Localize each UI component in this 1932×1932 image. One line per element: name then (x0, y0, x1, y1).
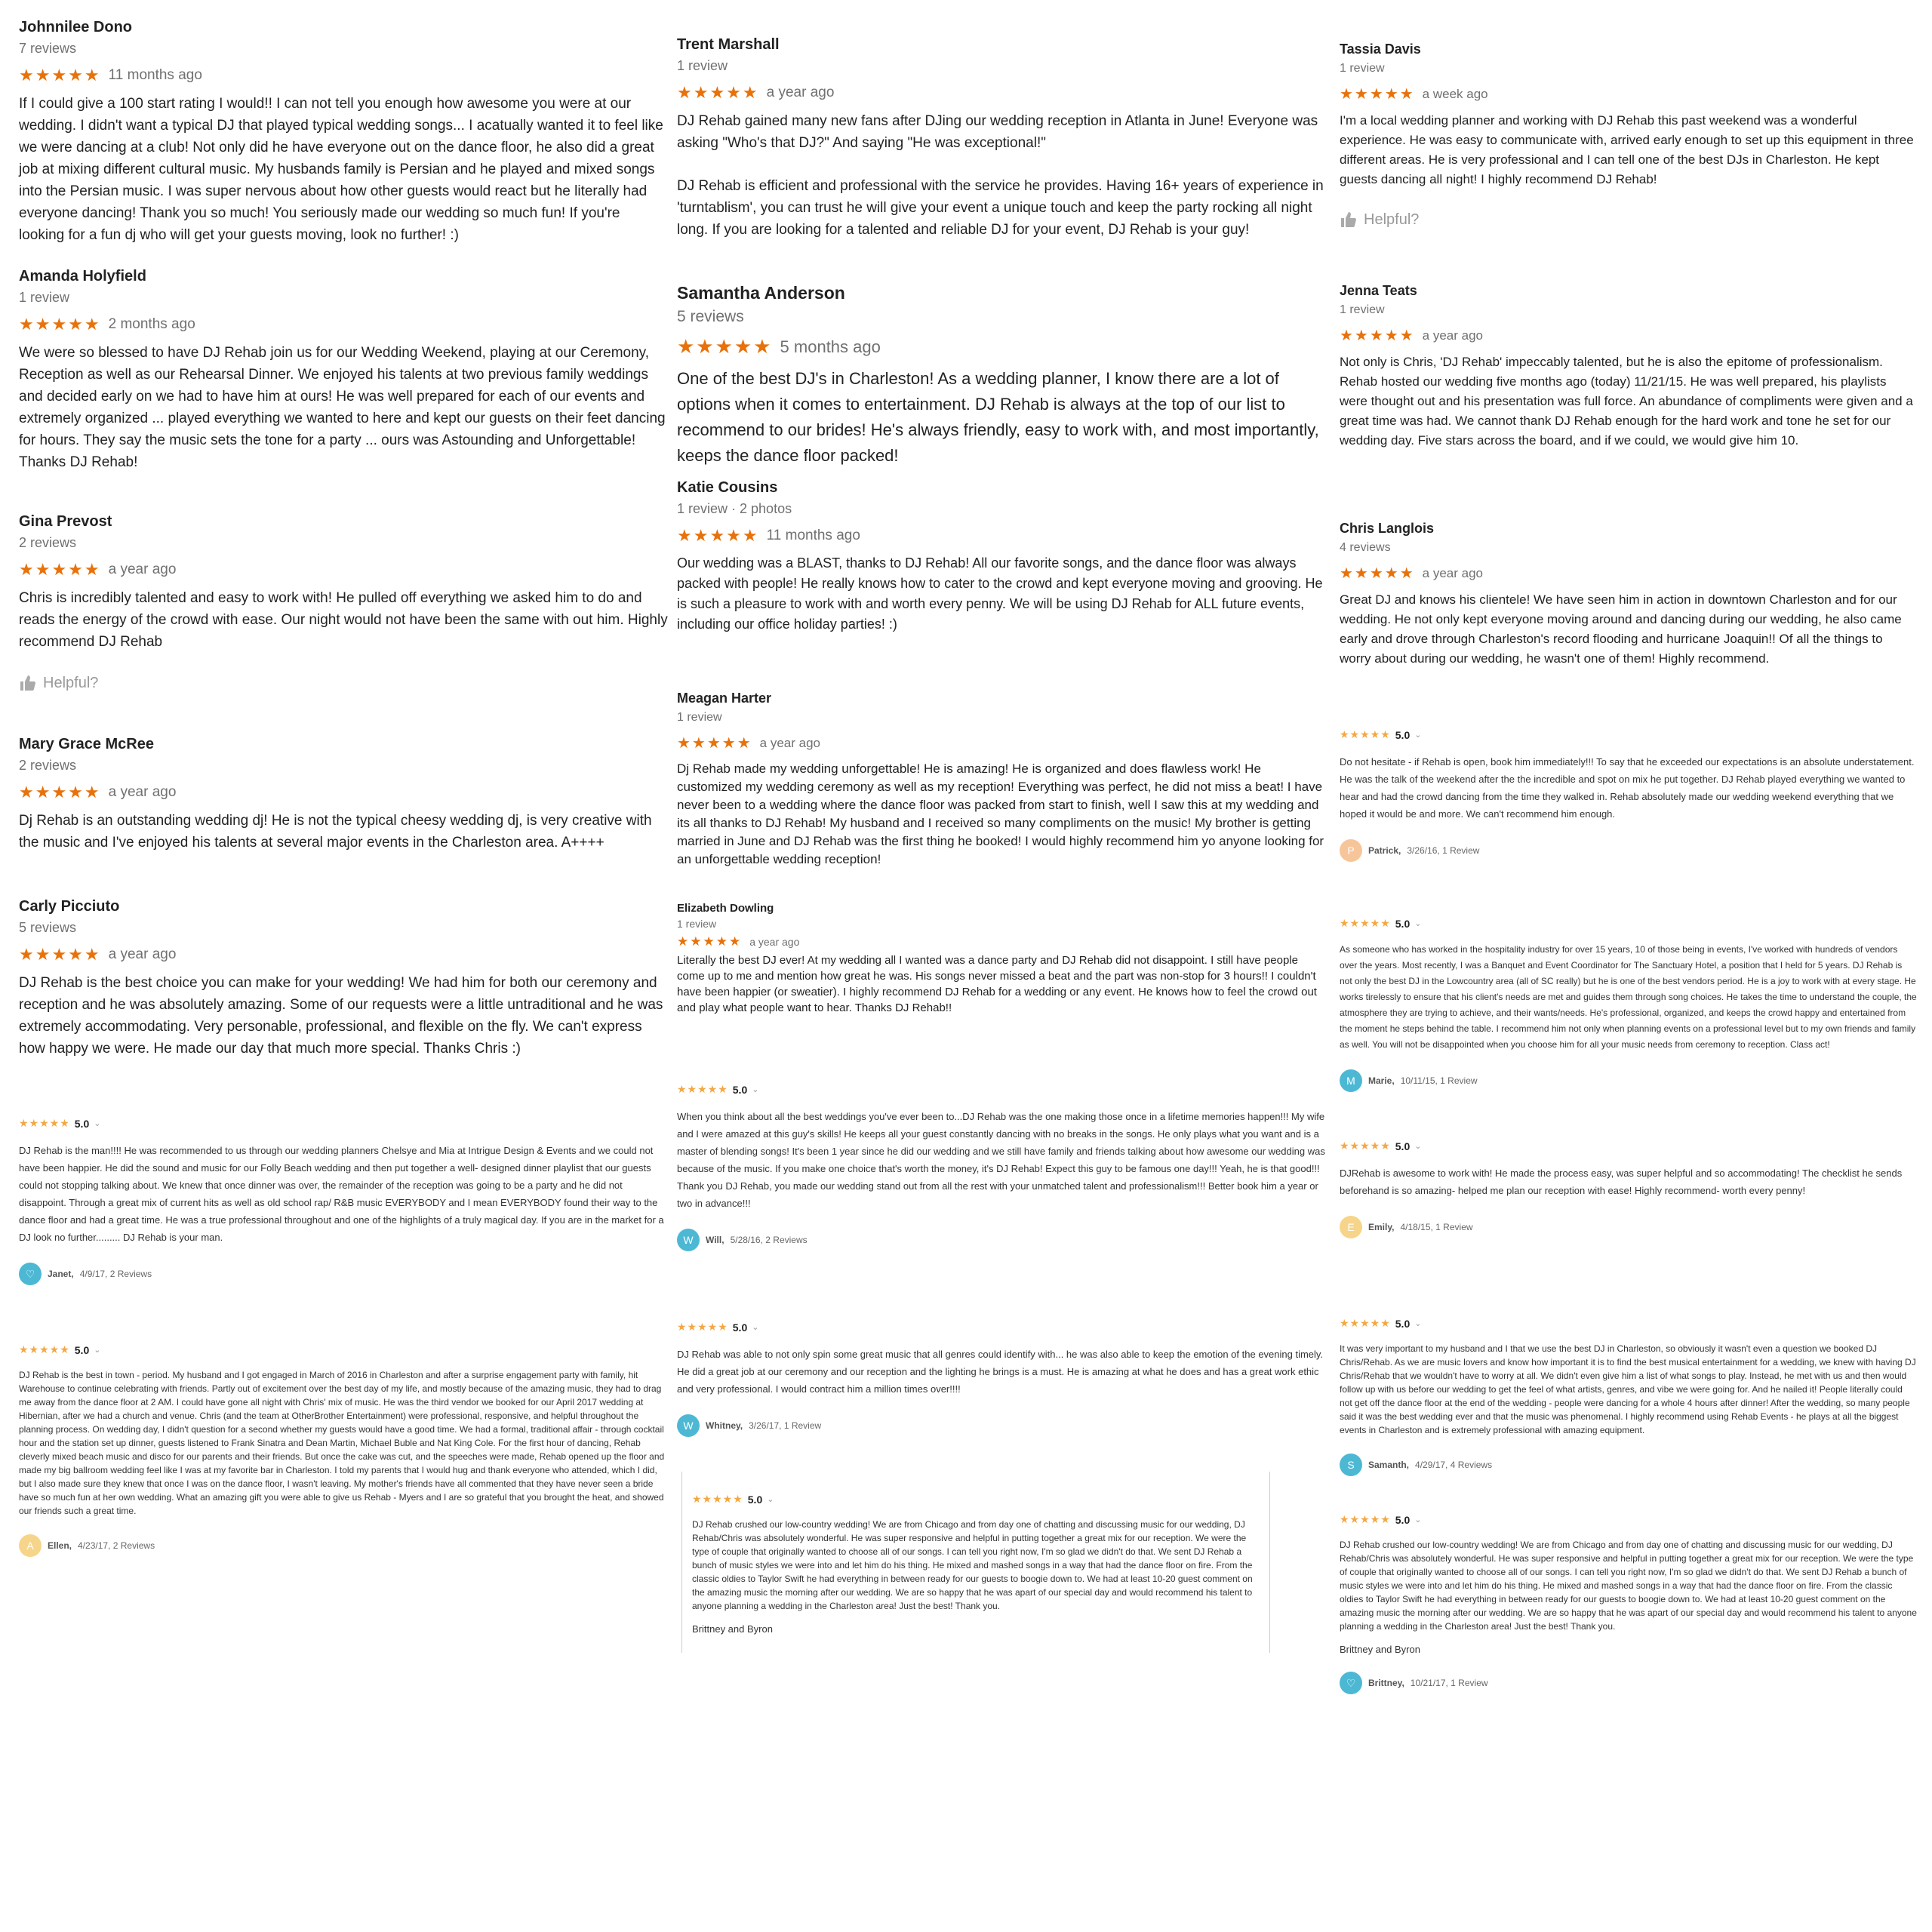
wedding-review-card (692, 1493, 1266, 1635)
review-card (19, 513, 668, 692)
chevron-down-icon[interactable]: ⌄ (767, 1495, 774, 1504)
review-text: DJ Rehab was able to not only spin some great music that all genres could identify with... he was also able to keep the emotion of the evening timely. He did a great job at our ceremony and our reception and the lighting he brings is a must. He is amazing at what he does and has a great work ethic and very professional. I would contract him a million times over!!!! (677, 1349, 1324, 1395)
avatar-icon[interactable]: W (677, 1229, 700, 1251)
review-text: When you think about all the best weddings you've ever been to...DJ Rehab was the one making those once in a lifetime memories happen!!! My wife and I were amazed at this guy's skills! He keeps all your guest constantly dancing with no breaks in the songs. He only plays what you want and is a master of blending songs! It's been 1 year since he did our wedding and we still have family and friends talking about how awesome our wedding was because of the music. If you make one choice that's worth the money, it's DJ Rehab! Expect this guy to be famous one day!!! Yeah, he is that good!!! Thank you DJ Rehab, you made our wedding stand out from all the rest with your unmatched talent and professionalism!!! Better book him a year or two in advance!!! (677, 1111, 1325, 1209)
reviewer-count: 2 reviews (19, 535, 77, 550)
review-card (677, 902, 1326, 1016)
review-text: As someone who has worked in the hospitality industry for over 15 years, 10 of those being in events, I've worked with hundreds of vendors over the years. Most recently, I was a Banquet and Event Coordinator for The Sanctuary Hotel, a position that I held for 5 years. DJ Rehab is not only the best DJ in the Lowcountry area (all of SC really) but he is one of the best vendors period. He is a joy to work with at every stage. He works tirelessly to ensure that his client's needs are met and guides them through song choices. He takes the time to understand the couple, the atmosphere they are trying to achieve, and their wants/needs. He's professional, organized, and keeps the crowd happy and entertained from the moment he steps behind the table. I recommend him not only when planning events on a professional level but to my own friends and family as well. You will not be disappointed when you choose him for all your music needs from ceremony to reception. Class act! (1340, 944, 1917, 1050)
review-text: Chris is incredibly talented and easy to work with! He pulled off everything we asked him to do and reads the energy of the crowd with ease. Our night would not have been the same with out him. Highly recommend DJ Rehab (19, 590, 668, 650)
star-rating: ★★★★★ (19, 1117, 70, 1129)
star-rating: ★★★★★ (677, 83, 759, 102)
wedding-review-card (677, 1083, 1326, 1251)
helpful-button[interactable] (19, 674, 668, 692)
review-text: DJRehab is awesome to work with! He made the process easy, was super helpful and so accommodating! The checklist he sends beforehand is so amazing- helped me plan our reception with ease! Highly recommend- worth every penny! (1340, 1168, 1903, 1196)
review-card (1340, 521, 1917, 669)
review-text: Not only is Chris, 'DJ Rehab' impeccably talented, but he is also the epitome of professionalism. Rehab hosted our wedding five months ago (today) 11/21/15. He was well prepared, his playlists were thought out and his presentation was full force. An abundance of compliments were given and a great time was had. We cannot thank DJ Rehab enough for the hard work and tone he set for our wedding day. Five stars across the board, and if we could, we would give him 10. (1340, 355, 1913, 448)
review-card (677, 36, 1326, 241)
rating-score: 5.0 (1395, 1513, 1411, 1526)
thumbs-up-icon (1340, 211, 1358, 229)
reviewer-count: 1 review (677, 711, 722, 724)
star-rating: ★★★★★ (1340, 86, 1415, 103)
star-rating: ★★★★★ (677, 335, 773, 358)
review-card (1340, 283, 1917, 451)
reviewer-name[interactable]: Tassia Davis (1340, 42, 1421, 57)
review-text: One of the best DJ's in Charleston! As a wedding planner, I know there are a lot of options when it comes to entertainment. DJ Rehab is always at the top of our list to recommend to our brides! He's always friendly, easy to work with, and most importantly, keeps the dance floor packed! (677, 369, 1319, 465)
review-card (677, 691, 1326, 869)
rating-score: 5.0 (747, 1493, 763, 1506)
reviewer-name[interactable]: Carly Picciuto (19, 898, 120, 915)
star-rating: ★★★★★ (1340, 328, 1415, 344)
reviewer-count: 7 reviews (19, 41, 77, 56)
review-text: Dj Rehab made my wedding unforgettable! He is amazing! He is organized and does flawless work! He customized my wedding ceremony as well as my reception! Everything was perfect, he did not miss a beat! I have never been to a wedding where the dance floor was packed from start to finish, well I saw this at my wedding and its all thanks to DJ Rehab! My husband and I received so many compliments on the music! My brother is getting married in June and DJ Rehab was the first thing he booked! I would highly recommend him yo anyone looking for an unforgettable wedding reception! (677, 761, 1324, 866)
review-card (19, 268, 668, 473)
review-time: 5 months ago (780, 337, 881, 356)
star-rating: ★★★★★ (19, 1343, 70, 1355)
helpful-label: Helpful? (1364, 211, 1420, 228)
helpful-label: Helpful? (43, 674, 99, 691)
star-rating: ★★★★★ (677, 934, 743, 949)
review-meta: 4/23/17, 2 Reviews (78, 1540, 155, 1551)
wedding-review-card (677, 1321, 1326, 1437)
review-time: a week ago (1422, 86, 1488, 101)
star-rating: ★★★★★ (19, 945, 101, 964)
review-text: Do not hesitate - if Rehab is open, book him immediately!!! To say that he exceeded our expectations is an absolute understatement. He was the talk of the weekend after the the incredible and spot on mix he put together. DJ Rehab played everything we wanted to hear and had the crowd dancing from the time they walked in. Rehab absolutely made our wedding weekend everything that we hoped it would be and more. We can't recommend him enough. (1340, 756, 1915, 820)
review-card (1340, 42, 1917, 229)
chevron-down-icon[interactable]: ⌄ (1414, 731, 1422, 740)
reviewer-count: 1 review (677, 918, 717, 930)
review-meta: 5/28/16, 2 Reviews (730, 1235, 808, 1245)
wedding-review-card (1340, 1140, 1917, 1238)
review-card (19, 19, 668, 246)
rating-score: 5.0 (1395, 917, 1411, 930)
review-meta: 4/9/17, 2 Reviews (79, 1269, 152, 1279)
review-time: a year ago (108, 946, 177, 962)
review-time: 2 months ago (108, 316, 195, 332)
reviewer-name[interactable]: Katie Cousins (677, 479, 778, 496)
review-time: a year ago (108, 561, 177, 577)
review-text: DJ Rehab crushed our low-country wedding! We are from Chicago and from day one of chatting and discussing music for our wedding, DJ Rehab/Chris was absolutely wonderful. He was super responsive and helpful in putting together a great mix for our reception. We were the type of couple that originally wanted to choose all of our songs. I can tell you right now, I'm so glad we didn't do that. We sent DJ Rehab a bunch of music styles we were into and let him do his thing. He mixed and mashed songs in a way that had the dance floor on fire. From the classic oldies to Taylor Swift he had everything in between ready for our guests to boogie down to. We had at least 10-20 guest comment on the amazing music the morning after our wedding. We are so happy that he was apart of our special day and would recommend his talent to anyone planning a wedding in the Charleston area! Just the best! Thank you. (692, 1519, 1253, 1611)
wedding-review-card (19, 1343, 668, 1557)
chevron-down-icon[interactable]: ⌄ (1414, 919, 1422, 928)
review-card (19, 898, 668, 1060)
reviewer-count: 5 reviews (19, 920, 77, 935)
author-name[interactable]: Samanth, (1368, 1460, 1410, 1470)
reviewer-count: 4 reviews (1340, 541, 1391, 554)
review-text: It was very important to my husband and I that we use the best DJ in Charleston, so obviously it wasn't even a question we booked DJ Chris/Rehab. As we are music lovers and know how important it is to find the best musical entertainment for a wedding, we knew with having DJ Chris/Rehab that we wouldn't have to worry at all. We didn't even give him a list of what songs to play. Instead, he met with us and then would follow up with us before our wedding to get the feel of what artists, genres, and vibe we were going for. And he nailed it! People literally could not get off the dance floor at the end of the wedding - people were dancing for a whole 4 hours after dinner! After the wedding, so many people said it was the best wedding ever and that the music was phenomenal. I highly recommend using Rehab Events - he plays at all the biggest events in Charleston and is extremely professional with amazing equipment. (1340, 1343, 1916, 1435)
star-rating: ★★★★★ (1340, 1513, 1391, 1525)
review-time: 11 months ago (108, 67, 202, 83)
reviewer-name[interactable]: Chris Langlois (1340, 521, 1435, 536)
avatar-icon[interactable]: M (1340, 1069, 1362, 1092)
chevron-down-icon[interactable]: ⌄ (752, 1085, 759, 1094)
wedding-review-card (1340, 728, 1917, 862)
author-name[interactable]: Janet, (48, 1269, 74, 1279)
review-text: DJ Rehab crushed our low-country wedding! We are from Chicago and from day one of chatting and discussing music for our wedding, DJ Rehab/Chris was absolutely wonderful. He was super responsive and helpful in putting together a great mix for our reception. We were the type of couple that originally wanted to choose all of our songs. I can tell you right now, I'm so glad we didn't do that. We sent DJ Rehab a bunch of music styles we were into and let him do his thing. He mixed and mashed songs in a way that had the dance floor on fire. From the classic oldies to Taylor Swift he had everything in between ready for our guests to boogie down to. We had at least 10-20 guest comment on the amazing music the morning after our wedding. We are so happy that he was apart of our special day and would recommend his talent to anyone planning a wedding in the Charleston area! Just the best! Thank you. (1340, 1540, 1917, 1632)
author-name[interactable]: Brittney, (1368, 1678, 1404, 1688)
review-time: a year ago (1422, 565, 1483, 580)
star-rating: ★★★★★ (1340, 1140, 1391, 1152)
review-text: Great DJ and knows his clientele! We have seen him in action in downtown Charleston and for our wedding. He not only kept everyone moving around and dancing during our wedding, he also came early and drove through Charleston's record flooding and hurricane Joaquin!! Of all the things to worry about during our wedding, he wasn't one of them! Highly recommend. (1340, 592, 1902, 666)
reviewer-name[interactable]: Samantha Anderson (677, 283, 845, 303)
reviewer-count: 2 reviews (19, 758, 77, 773)
review-text: We were so blessed to have DJ Rehab join us for our Wedding Weekend, playing at our Ceremony, Reception as well as our Rehearsal Dinner. We enjoyed his talents at two previous family weddings and decided early on we had to have him at ours! He was well prepared for each of our events and extremely organized ... played everything we wanted to here and kept our guests on their feet dancing for hours. They say the music sets the tone for a party ... ours was Astounding and Unforgettable! Thanks DJ Rehab! (19, 345, 666, 470)
review-meta: 10/21/17, 1 Review (1410, 1678, 1488, 1688)
star-rating: ★★★★★ (677, 1321, 728, 1333)
review-meta: 3/26/16, 1 Review (1407, 845, 1480, 856)
thumbs-up-icon (19, 674, 37, 692)
reviewer-count: 1 review (1340, 303, 1385, 316)
rating-score: 5.0 (74, 1343, 90, 1356)
review-text: Dj Rehab is an outstanding wedding dj! He is not the typical cheesy wedding dj, is very creative with the music and I've enjoyed his talents at several major events in the Charleston area. A++++ (19, 813, 652, 851)
rating-score: 5.0 (1395, 1317, 1411, 1330)
author-name[interactable]: Marie, (1368, 1075, 1395, 1086)
star-rating: ★★★★★ (19, 783, 101, 801)
rating-score: 5.0 (1395, 728, 1411, 741)
wedding-review-card (1340, 1513, 1917, 1694)
reviewer-count: 1 review (19, 290, 70, 305)
review-text: DJ Rehab gained many new fans after DJing our wedding reception in Atlanta in June! Everyone was asking "Who's that DJ?" And saying "He was exceptional!" (677, 113, 1318, 151)
reviewer-name[interactable]: Meagan Harter (677, 691, 772, 706)
author-name[interactable]: Patrick, (1368, 845, 1401, 856)
chevron-down-icon[interactable]: ⌄ (94, 1119, 101, 1128)
wedding-review-card (1340, 917, 1917, 1092)
avatar-icon[interactable]: ♡ (19, 1263, 42, 1285)
review-text: DJ Rehab is the best in town - period. My husband and I got engaged in March of 2016 in Charleston and after a surprise engagement party with family, hit Warehouse to continue celebrating with friends. Partly out of excitement over the best day of my life, and mostly because of the amazing music, they had to drag me away from the dance floor at 2 AM. I could have gone all night with Chris' mix of music. He was the third vendor we booked for our April 2017 wedding at Hibernian, after we had a church and venue. Chris (and the team at OtherBrother Entertainment) were professional, responsive, and helpful throughout the planning process. On wedding day, I didn't question for a second whether my guests would have a good time. We had a formal, traditional affair - through cocktail hour and the station set up dinner, guests listened to Frank Sinatra and Dean Martin, Michael Buble and Nat King Cole. For the first hour of dancing, Rehab cleverly mixed beach music and disco for our parents and their friends. But once the cake was cut, and the speeches were made, Rehab opened up the floor and made my big ballroom wedding feel like I was at my favorite bar in Charleston. I told my parents that I would hug and thank everyone who attended, which I did, but I also made sure they knew that once I was on the dance floor, I wasn't leaving. My mother's friends have all commented that they have never seen a bride have so much fun at her own wedding. What an amazing gift you were able to give us Rehab - Myers and I are so grateful that you brought the heat, and showed our friends such a great time. (19, 1370, 665, 1516)
review-text: Literally the best DJ ever! At my wedding all I wanted was a dance party and DJ Rehab did not disappoint. I still have people come up to me and mention how great he was. His songs never missed a beat and the part was non-stop for 3 hours!! I couldn't have been happier (or sweatier). I highly recommend DJ Rehab for a wedding or any event. He knows how to feel the crowd out and play what people want to hear. Thanks DJ Rehab!! (677, 954, 1317, 1014)
review-meta: 10/11/15, 1 Review (1400, 1075, 1478, 1086)
star-rating: ★★★★★ (677, 735, 752, 752)
review-time: a year ago (749, 936, 800, 948)
divider (1269, 1472, 1270, 1653)
star-rating: ★★★★★ (19, 560, 101, 579)
wedding-review-card (19, 1117, 668, 1285)
avatar-icon[interactable]: A (19, 1534, 42, 1557)
reviewer-name[interactable]: Gina Prevost (19, 513, 112, 530)
author-name[interactable]: Emily, (1368, 1222, 1395, 1232)
review-meta: 4/29/17, 4 Reviews (1415, 1460, 1493, 1470)
review-time: a year ago (1422, 328, 1483, 343)
review-text: I'm a local wedding planner and working with DJ Rehab this past weekend was a wonderful experience. He was easy to communicate with, arrived early enough to set up this equipment in three different areas. He is very professional and I can tell one of the best DJs in Charleston. He kept guests dancing all night! I highly recommend DJ Rehab! (1340, 113, 1914, 186)
reviewer-name[interactable]: Trent Marshall (677, 36, 780, 53)
review-card (677, 479, 1326, 635)
star-rating: ★★★★★ (677, 526, 759, 545)
review-time: a year ago (766, 85, 835, 100)
rating-score: 5.0 (1395, 1140, 1411, 1152)
author-name[interactable]: Ellen, (48, 1540, 72, 1551)
reviewer-count: 1 review (1340, 62, 1385, 75)
star-rating: ★★★★★ (1340, 917, 1391, 929)
reviewer-name[interactable]: Jenna Teats (1340, 283, 1417, 298)
chevron-down-icon[interactable]: ⌄ (94, 1346, 101, 1355)
reviewer-count: 1 review · 2 photos (677, 501, 792, 516)
avatar-icon[interactable]: S (1340, 1454, 1362, 1476)
star-rating: ★★★★★ (1340, 728, 1391, 740)
review-signature: Brittney and Byron (1340, 1644, 1420, 1655)
helpful-button[interactable] (1340, 211, 1917, 229)
review-text-2: DJ Rehab is efficient and professional with the service he provides. Having 16+ years of experience in 'turntablism', you can trust he will give your event a unique touch and keep the party rocking all night long. If you are looking for a talented and reliable DJ for your event, DJ Rehab is your guy! (677, 178, 1324, 238)
star-rating: ★★★★★ (19, 66, 101, 85)
review-text: DJ Rehab is the man!!!! He was recommended to us through our wedding planners Chelsye and Mia at Intrigue Design & Events and we could not have been happier. He did the sound and music for our Folly Beach wedding and then put together a well- designed dinner playlist that our guests could not stopping talking about. We knew that once dinner was over, the remainder of the reception was going to be a party and he did not disappoint. Through a great mix of current hits as well as old school rap/ R&B music EVERYBODY and I mean EVERYBODY found their way to the dance floor and had a great time. He was a true professional throughout and one of the highlights of a truly magical day. If you are in the market for a DJ look no further......... DJ Rehab is your man. (19, 1145, 664, 1243)
reviewer-name[interactable]: Amanda Holyfield (19, 268, 146, 285)
avatar-icon[interactable]: E (1340, 1216, 1362, 1238)
reviewer-count: 1 review (677, 58, 728, 73)
star-rating: ★★★★★ (677, 1083, 728, 1095)
review-meta: 3/26/17, 1 Review (749, 1420, 822, 1431)
chevron-down-icon[interactable]: ⌄ (1414, 1142, 1422, 1151)
divider (681, 1472, 682, 1653)
wedding-review-card (1340, 1317, 1917, 1476)
rating-score: 5.0 (732, 1321, 748, 1334)
author-name[interactable]: Will, (706, 1235, 724, 1245)
chevron-down-icon[interactable]: ⌄ (1414, 1319, 1422, 1328)
chevron-down-icon[interactable]: ⌄ (752, 1323, 759, 1332)
author-name[interactable]: Whitney, (706, 1420, 743, 1431)
reviewer-name[interactable]: Elizabeth Dowling (677, 902, 774, 915)
star-rating: ★★★★★ (692, 1493, 743, 1505)
review-card (19, 736, 668, 854)
review-card (677, 283, 1326, 469)
avatar-icon[interactable]: ♡ (1340, 1672, 1362, 1694)
reviewer-count: 5 reviews (677, 308, 744, 325)
chevron-down-icon[interactable]: ⌄ (1414, 1515, 1422, 1524)
review-text: Our wedding was a BLAST, thanks to DJ Rehab! All our favorite songs, and the dance floor was always packed with people! He really knows how to cater to the crowd and kept everyone moving and grooving. He is such a pleasure to work with and worth every penny. We will be using DJ Rehab for ALL future events, including our office holiday parties! :) (677, 555, 1323, 632)
review-time: a year ago (759, 735, 820, 750)
avatar-icon[interactable]: P (1340, 839, 1362, 862)
rating-score: 5.0 (732, 1083, 748, 1096)
rating-score: 5.0 (74, 1117, 90, 1130)
review-text: If I could give a 100 start rating I would!! I can not tell you enough how awesome you were at our wedding. I didn't want a typical DJ that played typical wedding songs... I acatually wanted it to feel like we were dancing at a club! Not only did he have everyone out on the dance floor, he also did a great job at mixing different cultural music. My husbands family is Persian and he played and mixed songs into the Persian music. I was super nervous about how other guests would react but he literally had everyone dancing! Thank you so much! You seriously made our wedding so much fun! If you're looking for a fun dj who will get your guests moving, look no further! :) (19, 96, 663, 243)
star-rating: ★★★★★ (19, 315, 101, 334)
star-rating: ★★★★★ (1340, 565, 1415, 582)
star-rating: ★★★★★ (1340, 1317, 1391, 1329)
avatar-icon[interactable]: W (677, 1414, 700, 1437)
reviewer-name[interactable]: Mary Grace McRee (19, 736, 154, 752)
review-time: a year ago (108, 784, 177, 800)
review-meta: 4/18/15, 1 Review (1400, 1222, 1473, 1232)
review-text: DJ Rehab is the best choice you can make for your wedding! We had him for both our ceremony and reception and he was absolutely amazing. Some of our requests were a little untraditional and he was extremely accommodating. Very personable, professional, and flexible on the fly. We can't express how happy we were. He made our day that much more special. Thanks Chris :) (19, 975, 663, 1057)
review-signature: Brittney and Byron (692, 1623, 773, 1635)
reviewer-name[interactable]: Johnnilee Dono (19, 19, 132, 35)
review-time: 11 months ago (766, 528, 860, 543)
